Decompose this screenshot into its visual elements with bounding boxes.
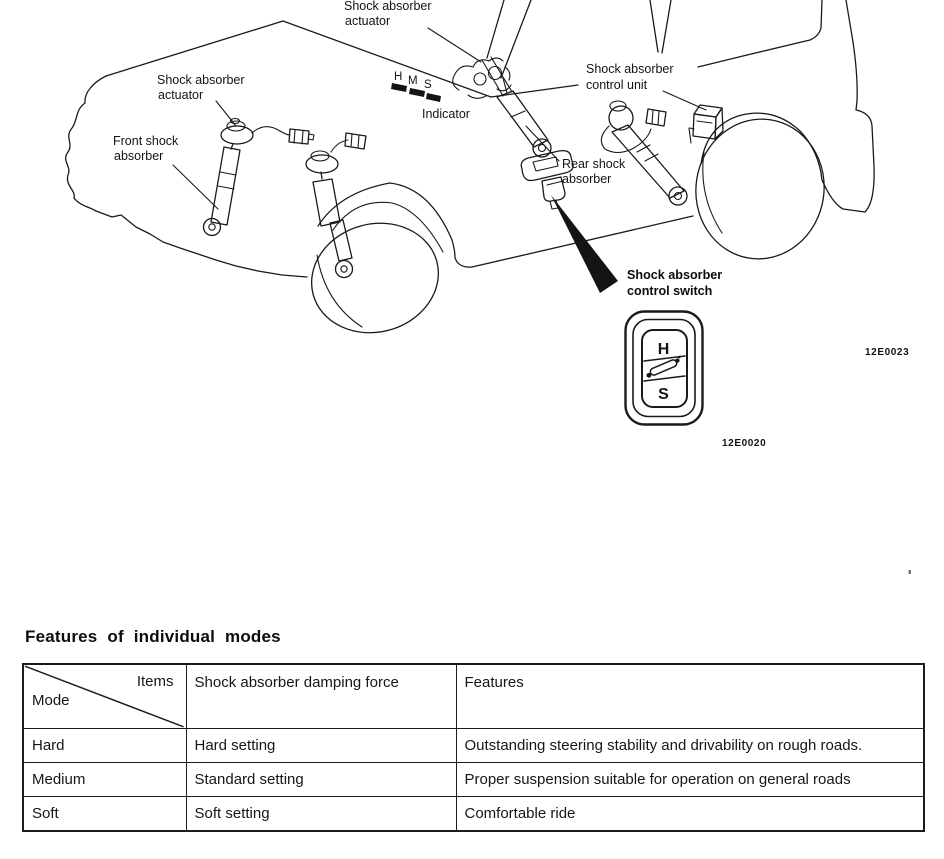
car-body-outline [66,0,875,277]
cell-features: Comfortable ride [456,797,924,832]
label-control-switch-line1: Shock absorber [627,268,723,282]
label-actuator-top-line1: Shock absorber [344,0,432,13]
diagram-labels [113,0,909,449]
scan-artifact-dot [909,570,912,574]
rear-right-shock-absorber [601,101,687,205]
leader-front-shock [173,165,218,209]
figure-code-car: 12E0023 [865,347,910,358]
hms-letter-m: M [408,75,418,87]
header-damping: Shock absorber damping force [186,664,456,729]
leader-control-unit [663,91,706,110]
label-rear-shock-line1: Rear shock [562,157,626,171]
cell-damping: Hard setting [186,729,456,763]
pointer-wedge [551,195,618,293]
rear-wheel [686,110,834,268]
label-indicator: Indicator [422,107,470,121]
cell-damping: Soft setting [186,797,456,832]
label-control-switch-line2: control switch [627,284,713,298]
label-actuator-left-line1: Shock absorber [157,73,245,87]
label-front-shock-line1: Front shock [113,134,179,148]
label-front-shock-line2: absorber [114,149,164,163]
hms-mark-m [409,88,425,97]
leader-actuator-left [216,101,236,126]
label-control-unit-line1: Shock absorber [586,62,674,76]
cell-mode: Soft [23,797,186,832]
header-features: Features [456,664,924,729]
section-heading: Features of individual modes [25,627,281,646]
cell-damping: Standard setting [186,763,456,797]
table-row-hard [23,729,924,763]
figure-code-switch: 12E0020 [722,438,767,449]
table-row-soft [23,797,924,832]
switch-letter-h: H [657,341,670,358]
table-corner-cell [23,664,186,729]
corner-label-mode: Mode [32,692,70,709]
label-control-unit-line2: control unit [586,78,648,92]
cell-mode: Medium [23,763,186,797]
front-wheel [299,183,472,347]
hms-letter-s: S [424,79,432,91]
corner-label-items: Items [136,673,174,690]
cell-features: Outstanding steering stability and drivability on rough roads. [456,729,924,763]
leader-actuator-top [428,28,481,62]
cell-features: Proper suspension suitable for operation on general roads [456,763,924,797]
table-header-row [23,664,924,729]
modes-table [22,663,925,832]
label-actuator-left-line2: actuator [158,88,204,102]
hms-mark-s [426,93,441,102]
front-left-shock-absorber [204,119,315,236]
hms-mark-h [391,83,407,92]
label-actuator-top-line2: actuator [345,14,391,28]
cell-mode: Hard [23,729,186,763]
table-row-medium [23,763,924,797]
hms-letter-h: H [394,71,403,83]
switch-letter-s: S [658,386,669,403]
control-switch-graphic [626,312,703,425]
label-rear-shock-line2: absorber [562,172,612,186]
